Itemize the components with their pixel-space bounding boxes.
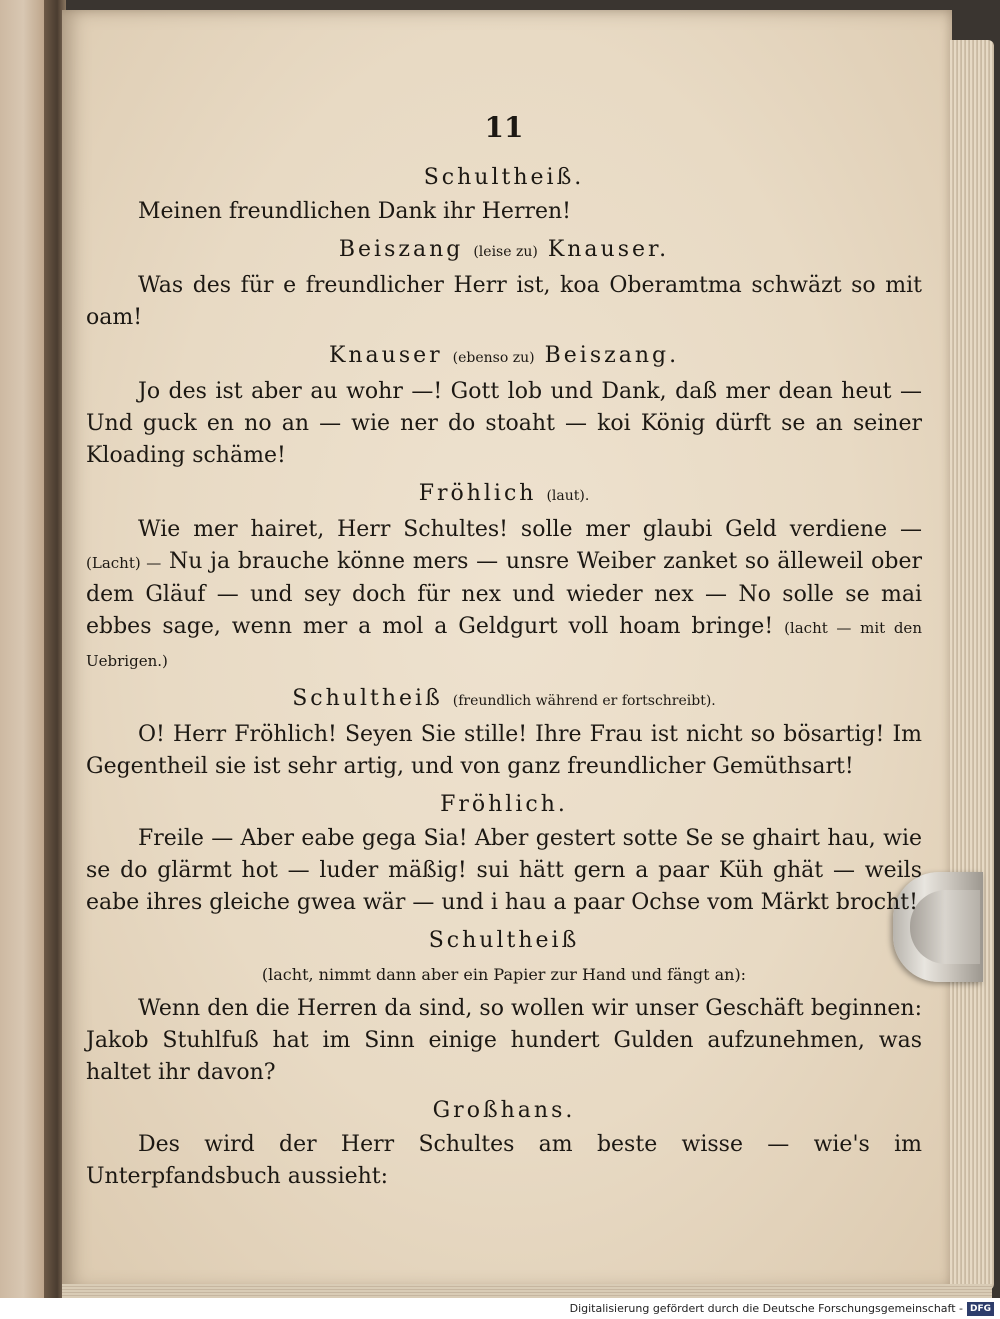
dialogue-paragraph [86,514,922,677]
stage-direction: (leise zu) [473,244,538,260]
speaker-heading [86,1095,922,1127]
dialogue-paragraph: Freile — Aber eabe gega Sia! Aber gestert sotte Se se ghairt hau, wie se do glärmt hot — luder mäßig! sui hätt gern a paar Küh ghät — weils eabe ihres gleiche gwea wär — und i hau a paar Ochse vom Märkt brocht! [86,826,922,915]
footer-bar [0,1298,1000,1319]
speaker-heading [86,683,922,717]
dialogue-paragraph: Wenn den die Herren da sind, so wollen wir unser Geschäft beginnen: Jakob Stuhlfuß hat im Sinn einige hundert Gulden aufzunehmen, was haltet ihr davon? [86,996,922,1085]
speaker-name: Beiszang [338,237,464,262]
speaker-heading [86,789,922,821]
speaker-heading [86,162,922,194]
funding-note: Digitalisierung gefördert durch die Deutsche Forschungsgemeinschaft - [569,1302,963,1315]
speaker-name: Schultheiß [428,928,580,953]
dfg-logo-icon: DFG [967,1302,994,1316]
stage-direction: (freundlich während er fortschreibt). [452,693,716,709]
dialogue-paragraph: O! Herr Fröhlich! Seyen Sie stille! Ihre Frau ist nicht so bösartig! Im Gegentheil sie ist sehr artig, und von ganz freundlicher Gemüthsart! [86,722,922,779]
stage-direction-inline: (Lacht) — [86,554,162,572]
page-number: 11 [484,111,524,144]
bottom-page-edges [62,1284,992,1298]
speaker-name: Fröhlich. [440,792,568,817]
stage-direction: (laut). [546,488,590,504]
speaker-heading [86,478,922,512]
speaker-name: Großhans. [432,1098,576,1123]
speaker-addressee: Beiszang. [544,343,680,368]
speaker-heading [86,925,922,957]
page-edges [950,40,994,1290]
stage-direction-inline: (lacht — mit den Uebrigen.) [86,619,922,670]
stage-direction: (ebenso zu) [452,350,535,366]
page-text [86,112,922,1199]
speaker-heading [86,234,922,268]
speaker-name: Fröhlich [418,481,537,506]
speaker-name: Knauser [328,343,443,368]
dialogue-paragraph: Was des für e freundlicher Herr ist, koa Oberamtma schwäzt so mit oam! [86,273,922,330]
dialogue-text: Wie mer hairet, Herr Schultes! solle mer glaubi Geld verdiene — [138,517,922,542]
speaker-heading [86,340,922,374]
dialogue-paragraph: Jo des ist aber au wohr —! Gott lob und Dank, daß mer dean heut — Und guck en no an — wie ner do stoaht — koi König dürft se an seiner Kloading schäme! [86,379,922,468]
dialogue-text: Nu ja brauche könne mers — unsre Weiber zanket so älleweil ober dem Gläuf — und sey doch für nex und wieder nex — No solle se mai ebbes sage, wenn mer a mol a Geldgurt voll hoam bringe! [86,549,922,639]
dialogue-paragraph: Des wird der Herr Schultes am beste wisse — wie's im Unterpfandsbuch aussieht: [86,1132,922,1189]
speaker-name: Schultheiß [292,686,443,711]
speaker-addressee: Knauser. [547,237,670,262]
speaker-name: Schultheiß. [423,165,585,190]
dialogue-paragraph: Meinen freundlichen Dank ihr Herren! [138,199,572,224]
stage-direction-line: (lacht, nimmt dann aber ein Papier zur Hand und fängt an): [261,965,747,984]
